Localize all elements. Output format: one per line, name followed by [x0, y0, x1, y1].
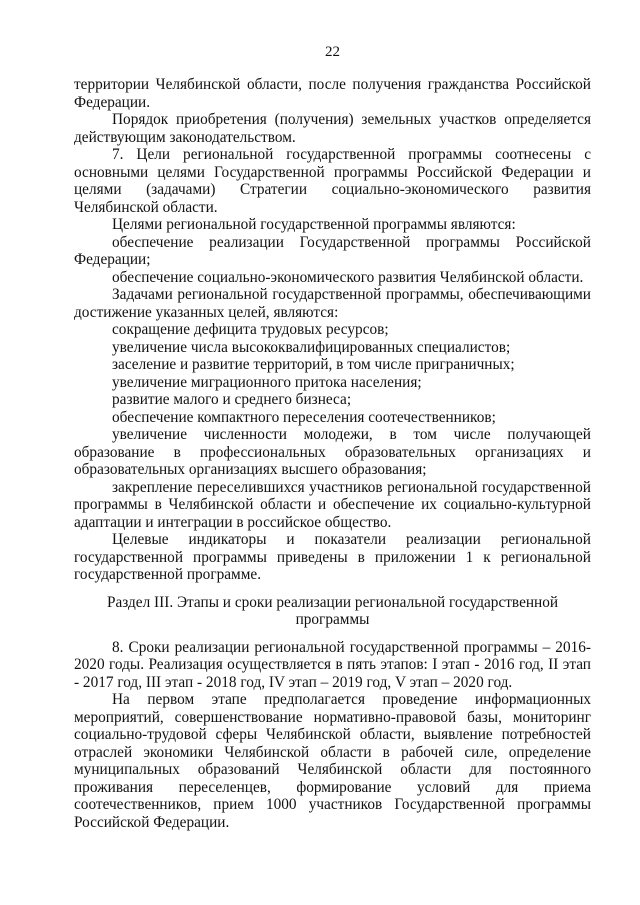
- document-page: [74, 0, 591, 905]
- paragraph-8: сокращение дефицита трудовых ресурсов;: [112, 321, 389, 338]
- page-number: 22: [325, 44, 340, 60]
- paragraph-13: обеспечение компактного переселения соотечественников;: [112, 408, 496, 426]
- paragraph-15: закрепление переселившихся участников региональной государственной программы в Челябинской области и обеспечение их социально-культурной адаптации и интеграции в российское общество.: [74, 478, 591, 531]
- paragraph-14: увеличение численности молодежи, в том числе получающей образование в профессиональных образовательных организациях и образовательных организациях высшего образования;: [74, 426, 591, 478]
- paragraph-4: Целями региональной государственной программы являются:: [112, 216, 516, 233]
- paragraph-10: заселение и развитие территорий, в том числе приграничных;: [112, 356, 515, 373]
- paragraph-17: 8. Сроки реализации региональной государственной программы – 2016-2020 годы. Реализация осуществляется в пять этапов: I этап - 2016 год, II этап - 2017 год, III этап - 2018 год, IV этап – 2019 год, V этап – 2020 год.: [74, 638, 591, 691]
- paragraph-1: территории Челябинской области, после получения гражданства Российской Федерации.: [74, 76, 591, 111]
- section-heading: Раздел III. Этапы и сроки реализации региональной государственной программы: [106, 593, 559, 628]
- paragraph-18: На первом этапе предполагается проведение информационных мероприятий, совершенствование нормативно-правовой базы, мониторинг социально-трудовой сферы Челябинской области, выявление потребностей отраслей экономики Челябинской области в рабочей силе, определение муниципальных образований Челябинской области для постоянного проживания переселенцев, формирование условий для приема соотечественников, прием 1000 участников Государственной программы Российской Федерации.: [74, 691, 591, 831]
- paragraph-3: 7. Цели региональной государственной программы соотнесены с основными целями Государственной программы Российской Федерации и целями (задачами) Стратегии социально-экономического развития Челябинской области.: [74, 146, 591, 216]
- paragraph-6: обеспечение социально-экономического развития Челябинской области.: [112, 268, 584, 286]
- paragraph-9: увеличение числа высококвалифицированных специалистов;: [112, 338, 511, 356]
- paragraph-16: Целевые индикаторы и показатели реализации региональной государственной программы приведены в приложении 1 к региональной государственной программе.: [74, 531, 591, 583]
- paragraph-2: Порядок приобретения (получения) земельных участков определяется действующим законодательством.: [74, 111, 591, 146]
- paragraph-11: увеличение миграционного притока населения;: [112, 373, 422, 391]
- paragraph-7: Задачами региональной государственной программы, обеспечивающими достижение указанных целей, являются:: [74, 286, 591, 321]
- document-body: [74, 76, 591, 831]
- paragraph-5: обеспечение реализации Государственной программы Российской Федерации;: [74, 233, 591, 268]
- paragraph-12: развитие малого и среднего бизнеса;: [112, 391, 352, 408]
